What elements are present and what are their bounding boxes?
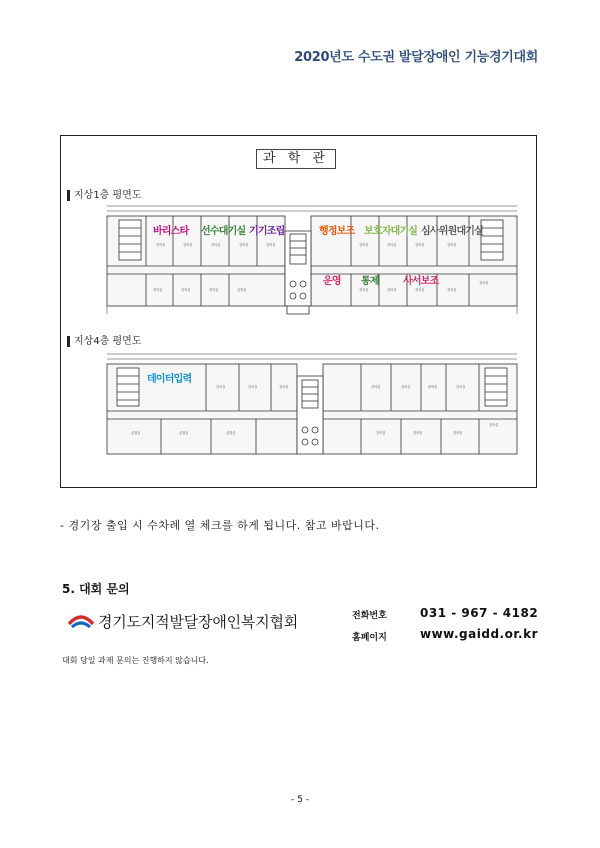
svg-text:강의실: 강의실	[447, 288, 457, 292]
svg-text:강의실: 강의실	[279, 385, 289, 389]
svg-text:강의실: 강의실	[239, 243, 249, 247]
floor4-label-text: 지상4층 평면도	[74, 336, 142, 347]
svg-text:강의실: 강의실	[387, 288, 397, 292]
svg-text:강의실: 강의실	[359, 288, 369, 292]
svg-text:강의실: 강의실	[248, 385, 258, 389]
notice-text: - 경기장 출입 시 수차례 열 체크를 하게 됩니다. 참고 바랍니다.	[60, 519, 380, 532]
svg-text:강의실: 강의실	[376, 431, 386, 435]
floor4-label	[67, 332, 142, 347]
svg-text:강의실: 강의실	[183, 243, 193, 247]
org-name: 경기도지적발달장애인복지협회	[98, 613, 299, 631]
svg-text:실험실: 실험실	[226, 431, 236, 435]
room-tag-data-entry: 데이터입력	[147, 374, 192, 385]
svg-text:강의실: 강의실	[153, 288, 163, 292]
section-title: 5. 대회 문의	[62, 582, 130, 596]
room-tag-operation: 운영	[323, 276, 341, 287]
floor-plan-frame	[60, 135, 537, 488]
phone-number: 031 - 967 - 4182	[420, 606, 539, 620]
floor1-label	[67, 186, 142, 201]
label-bar-icon	[67, 336, 70, 347]
phone-label: 전화번호	[352, 611, 387, 621]
svg-text:강의실: 강의실	[156, 243, 166, 247]
svg-text:준비실: 준비실	[428, 385, 438, 389]
room-tag-barista: 바리스타	[153, 226, 189, 237]
page-header-title: 2020년도 수도권 발달장애인 기능경기대회	[294, 50, 538, 65]
svg-text:강의실: 강의실	[387, 243, 397, 247]
svg-text:강의실: 강의실	[209, 288, 219, 292]
room-tag-admin-assist: 행정보조	[319, 226, 355, 237]
svg-text:강의실: 강의실	[413, 431, 423, 435]
svg-text:강의실: 강의실	[415, 243, 425, 247]
svg-text:강의실: 강의실	[359, 243, 369, 247]
svg-text:강의실: 강의실	[211, 243, 221, 247]
org-logo-icon	[68, 612, 94, 630]
room-tag-device-assembly: 기기조립	[249, 226, 285, 237]
room-tag-control: 통제	[361, 276, 379, 287]
room-tag-judge-waiting: 심사위원대기실	[421, 226, 484, 237]
homepage-url[interactable]: www.gaidd.or.kr	[420, 627, 538, 641]
svg-text:강의실: 강의실	[415, 288, 425, 292]
page-number: - 5 -	[291, 795, 309, 805]
svg-text:강의실: 강의실	[401, 385, 411, 389]
room-tag-guardian-waiting: 보호자대기실	[364, 226, 418, 237]
svg-text:강의실: 강의실	[456, 385, 466, 389]
svg-text:강의실: 강의실	[216, 385, 226, 389]
svg-text:강의실: 강의실	[447, 243, 457, 247]
svg-text:실험실: 실험실	[237, 288, 247, 292]
room-tag-athlete-waiting: 선수대기실	[201, 226, 246, 237]
svg-text:강의실: 강의실	[266, 243, 276, 247]
svg-text:강의실: 강의실	[371, 385, 381, 389]
svg-text:실험실: 실험실	[179, 431, 189, 435]
svg-text:강의실: 강의실	[489, 423, 499, 427]
svg-text:강의실: 강의실	[453, 431, 463, 435]
svg-text:강의실: 강의실	[479, 281, 489, 285]
svg-text:강의실: 강의실	[181, 288, 191, 292]
floor-plan-title: 과 학 관	[256, 149, 336, 169]
homepage-label: 홈페이지	[352, 633, 387, 643]
svg-text:실험실: 실험실	[131, 431, 141, 435]
inquiry-note: 대회 당일 과제 문의는 진행하지 않습니다.	[62, 656, 209, 665]
floor1-label-text: 지상1층 평면도	[74, 190, 142, 201]
room-tag-librarian-assist: 사서보조	[403, 276, 439, 287]
label-bar-icon	[67, 190, 70, 201]
